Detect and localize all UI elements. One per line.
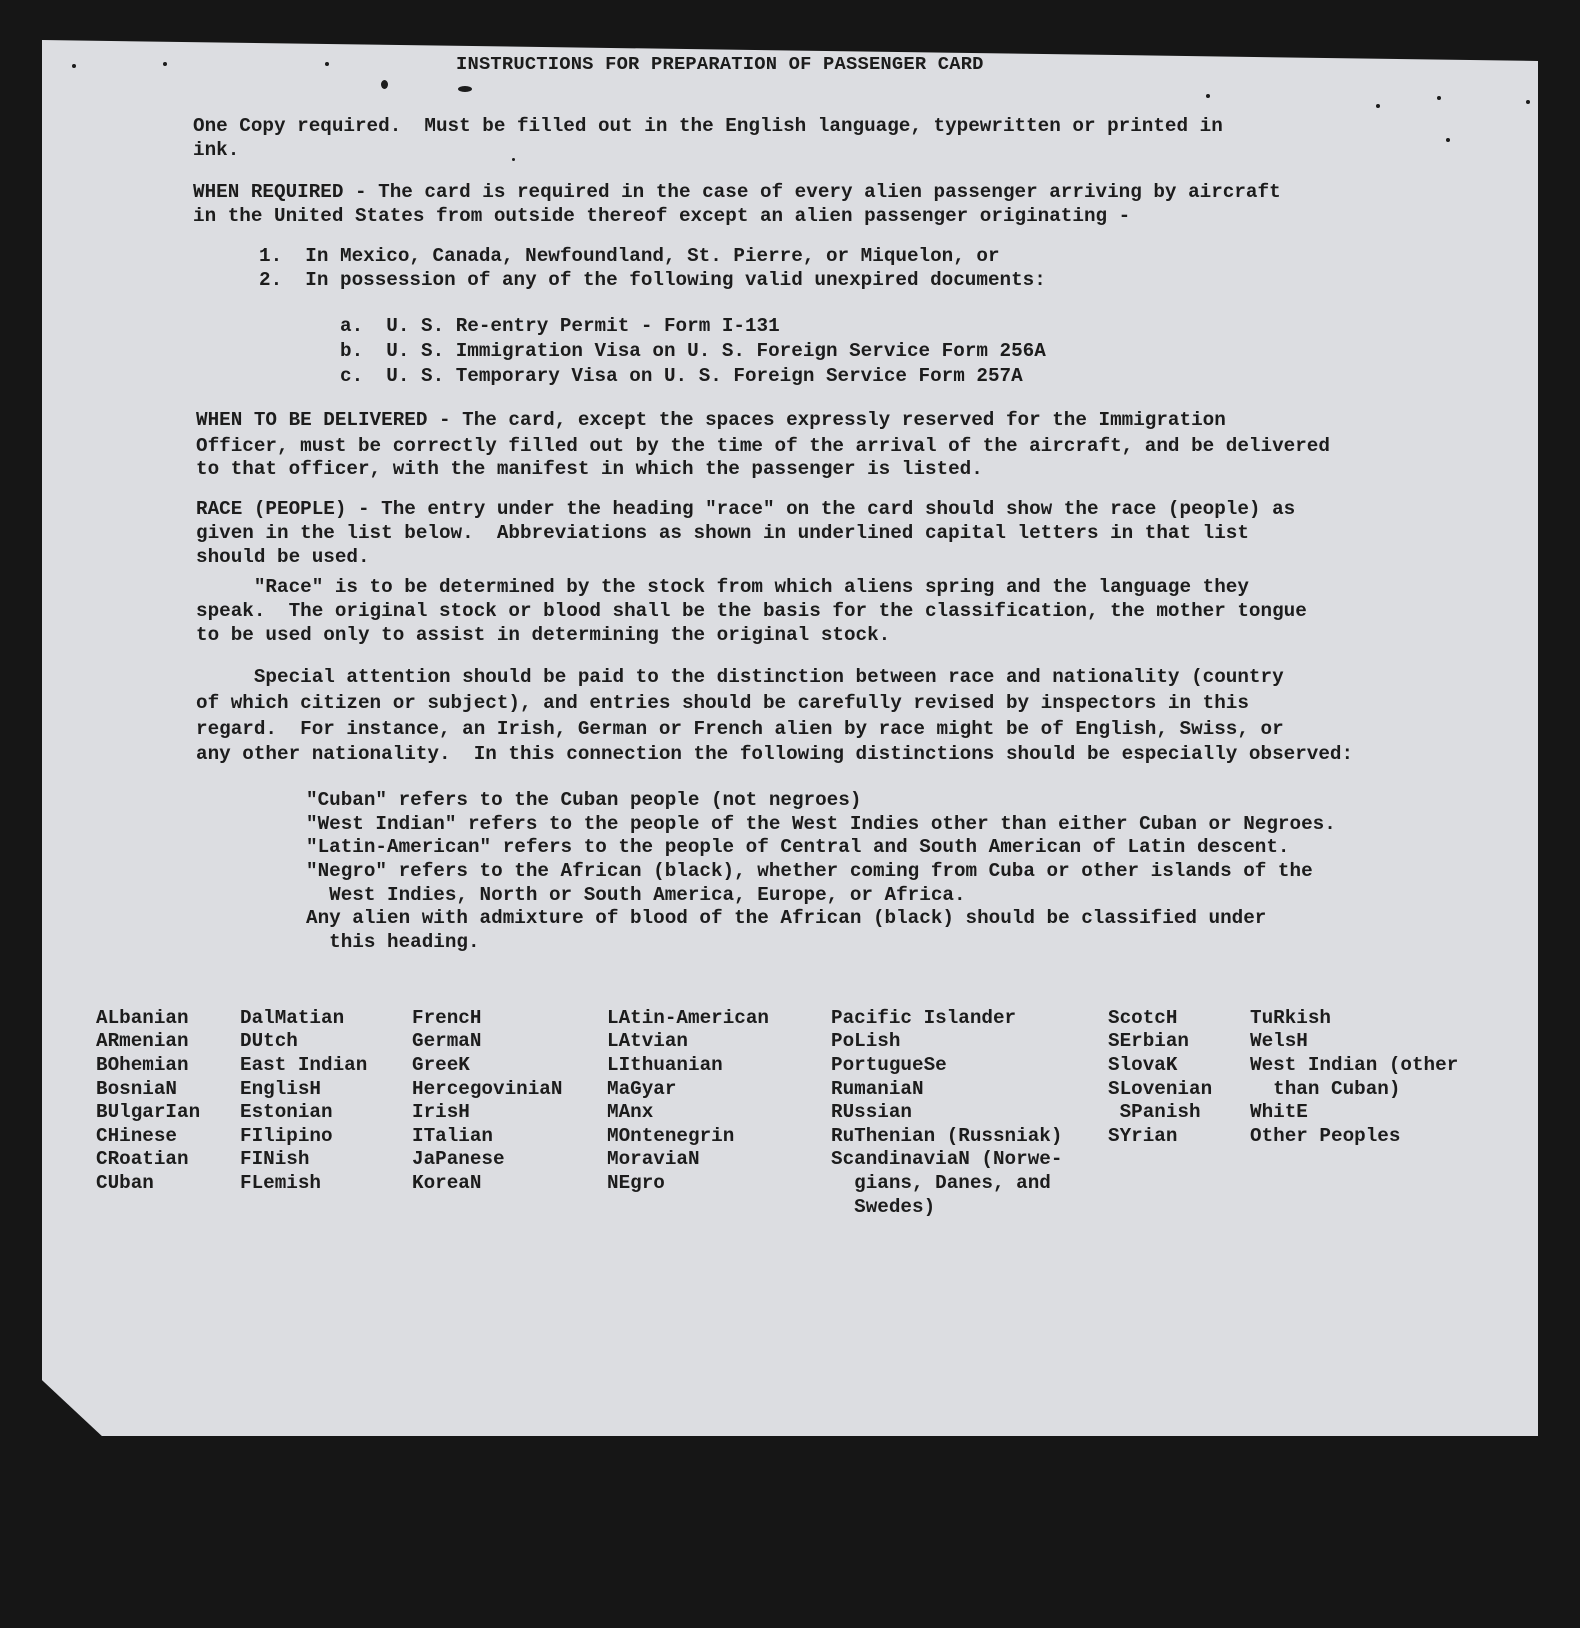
scan-speck [72, 64, 76, 68]
when-required-line: WHEN REQUIRED - The card is required in the case of every alien passenger arriving by aircraft [193, 181, 1281, 203]
race-entry: SYrian [1108, 1125, 1178, 1147]
race-definition-line: speak. The original stock or blood shall be the basis for the classification, the mother tongue [196, 600, 1307, 622]
scan-speck [1446, 138, 1450, 142]
race-entry: KoreaN [412, 1172, 482, 1194]
special-attention-line: any other nationality. In this connection the following distinctions should be especially observed: [196, 743, 1354, 765]
race-entry: CRoatian [96, 1148, 189, 1170]
race-entry: WelsH [1250, 1030, 1308, 1052]
required-item: 2. In possession of any of the following valid unexpired documents: [259, 269, 1046, 291]
distinction-line: "Cuban" refers to the Cuban people (not negroes) [306, 789, 862, 811]
scan-speck [381, 80, 388, 89]
scan-speck [1437, 96, 1441, 100]
race-entry: FrencH [412, 1007, 482, 1029]
race-entry: FLemish [240, 1172, 321, 1194]
document-item: a. U. S. Re-entry Permit - Form I-131 [340, 315, 780, 337]
race-entry: CHinese [96, 1125, 177, 1147]
document-title: INSTRUCTIONS FOR PREPARATION OF PASSENGER CARD [456, 53, 984, 75]
race-entry: PortugueSe [831, 1054, 947, 1076]
race-entry: LAtvian [607, 1030, 688, 1052]
distinction-line: "West Indian" refers to the people of the West Indies other than either Cuban or Negroes. [306, 813, 1336, 835]
document-item: b. U. S. Immigration Visa on U. S. Foreign Service Form 256A [340, 340, 1046, 362]
race-entry: Estonian [240, 1101, 333, 1123]
race-entry: NEgro [607, 1172, 665, 1194]
when-delivered-line: WHEN TO BE DELIVERED - The card, except the spaces expressly reserved for the Immigration [196, 409, 1226, 431]
scan-speck [325, 62, 329, 66]
race-entry: BOhemian [96, 1054, 189, 1076]
race-entry: DUtch [240, 1030, 298, 1052]
race-entry: ScotcH [1108, 1007, 1178, 1029]
race-entry: SlovaK [1108, 1054, 1178, 1076]
distinction-line: West Indies, North or South America, Europe, or Africa. [306, 884, 966, 906]
race-entry: SErbian [1108, 1030, 1189, 1052]
distinction-line: "Latin-American" refers to the people of Central and South American of Latin descent. [306, 836, 1290, 858]
race-entry: Pacific Islander [831, 1007, 1017, 1029]
scan-speck [1376, 104, 1380, 108]
race-people-line: given in the list below. Abbreviations as shown in underlined capital letters in that list [196, 522, 1249, 544]
when-delivered-line: Officer, must be correctly filled out by the time of the arrival of the aircraft, and be delivered [196, 435, 1330, 457]
when-delivered-line: to that officer, with the manifest in which the passenger is listed. [196, 458, 983, 480]
race-entry: Other Peoples [1250, 1125, 1401, 1147]
intro-line: One Copy required. Must be filled out in the English language, typewritten or printed in [193, 115, 1223, 137]
race-entry: Swedes) [831, 1196, 936, 1218]
race-entry: GreeK [412, 1054, 470, 1076]
race-entry: EnglisH [240, 1078, 321, 1100]
race-entry: gians, Danes, and [831, 1172, 1051, 1194]
race-entry: RUssian [831, 1101, 912, 1123]
scan-speck [163, 62, 167, 66]
race-people-line: RACE (PEOPLE) - The entry under the heading "race" on the card should show the race (people) as [196, 498, 1296, 520]
race-entry: JaPanese [412, 1148, 505, 1170]
race-entry: DalMatian [240, 1007, 345, 1029]
race-entry: ALbanian [96, 1007, 189, 1029]
race-entry: East Indian [240, 1054, 368, 1076]
when-required-line: in the United States from outside thereof except an alien passenger originating - [193, 205, 1131, 227]
intro-line: ink. [193, 139, 240, 161]
race-entry: West Indian (other [1250, 1054, 1459, 1076]
race-definition-line: to be used only to assist in determining the original stock. [196, 624, 891, 646]
race-entry: LAtin-American [607, 1007, 769, 1029]
race-entry: MOntenegrin [607, 1125, 735, 1147]
special-attention-line: Special attention should be paid to the distinction between race and nationality (country [196, 666, 1284, 688]
race-entry: SLovenian [1108, 1078, 1213, 1100]
race-entry: GermaN [412, 1030, 482, 1052]
required-item: 1. In Mexico, Canada, Newfoundland, St. Pierre, or Miquelon, or [259, 245, 1000, 267]
race-entry: WhitE [1250, 1101, 1308, 1123]
race-entry: BUlgarIan [96, 1101, 201, 1123]
race-entry: MaGyar [607, 1078, 677, 1100]
scan-speck [512, 158, 515, 161]
race-entry: FIlipino [240, 1125, 333, 1147]
document-item: c. U. S. Temporary Visa on U. S. Foreign Service Form 257A [340, 365, 1023, 387]
race-entry: RumaniaN [831, 1078, 924, 1100]
race-entry: than Cuban) [1250, 1078, 1401, 1100]
special-attention-line: of which citizen or subject), and entries should be carefully revised by inspectors in this [196, 692, 1249, 714]
race-entry: IrisH [412, 1101, 470, 1123]
distinction-line: "Negro" refers to the African (black), whether coming from Cuba or other islands of the [306, 860, 1313, 882]
race-entry: PoLish [831, 1030, 901, 1052]
race-entry: TuRkish [1250, 1007, 1331, 1029]
scan-speck [458, 86, 472, 92]
race-definition-line: "Race" is to be determined by the stock from which aliens spring and the language they [196, 576, 1249, 598]
race-entry: ITalian [412, 1125, 493, 1147]
race-entry: ScandinaviaN (Norwe- [831, 1148, 1063, 1170]
race-entry: FINish [240, 1148, 310, 1170]
race-people-line: should be used. [196, 546, 370, 568]
race-entry: MoraviaN [607, 1148, 700, 1170]
distinction-line: Any alien with admixture of blood of the African (black) should be classified under [306, 907, 1267, 929]
race-entry: SPanish [1108, 1101, 1201, 1123]
scan-speck [1206, 94, 1210, 98]
race-entry: HercegoviniaN [412, 1078, 563, 1100]
race-entry: ARmenian [96, 1030, 189, 1052]
scan-speck [1526, 100, 1530, 104]
race-entry: CUban [96, 1172, 154, 1194]
race-entry: RuThenian (Russniak) [831, 1125, 1063, 1147]
distinction-line: this heading. [306, 931, 480, 953]
race-entry: LIthuanian [607, 1054, 723, 1076]
special-attention-line: regard. For instance, an Irish, German or French alien by race might be of English, Swiss, or [196, 718, 1284, 740]
race-entry: BosniaN [96, 1078, 177, 1100]
race-entry: MAnx [607, 1101, 654, 1123]
